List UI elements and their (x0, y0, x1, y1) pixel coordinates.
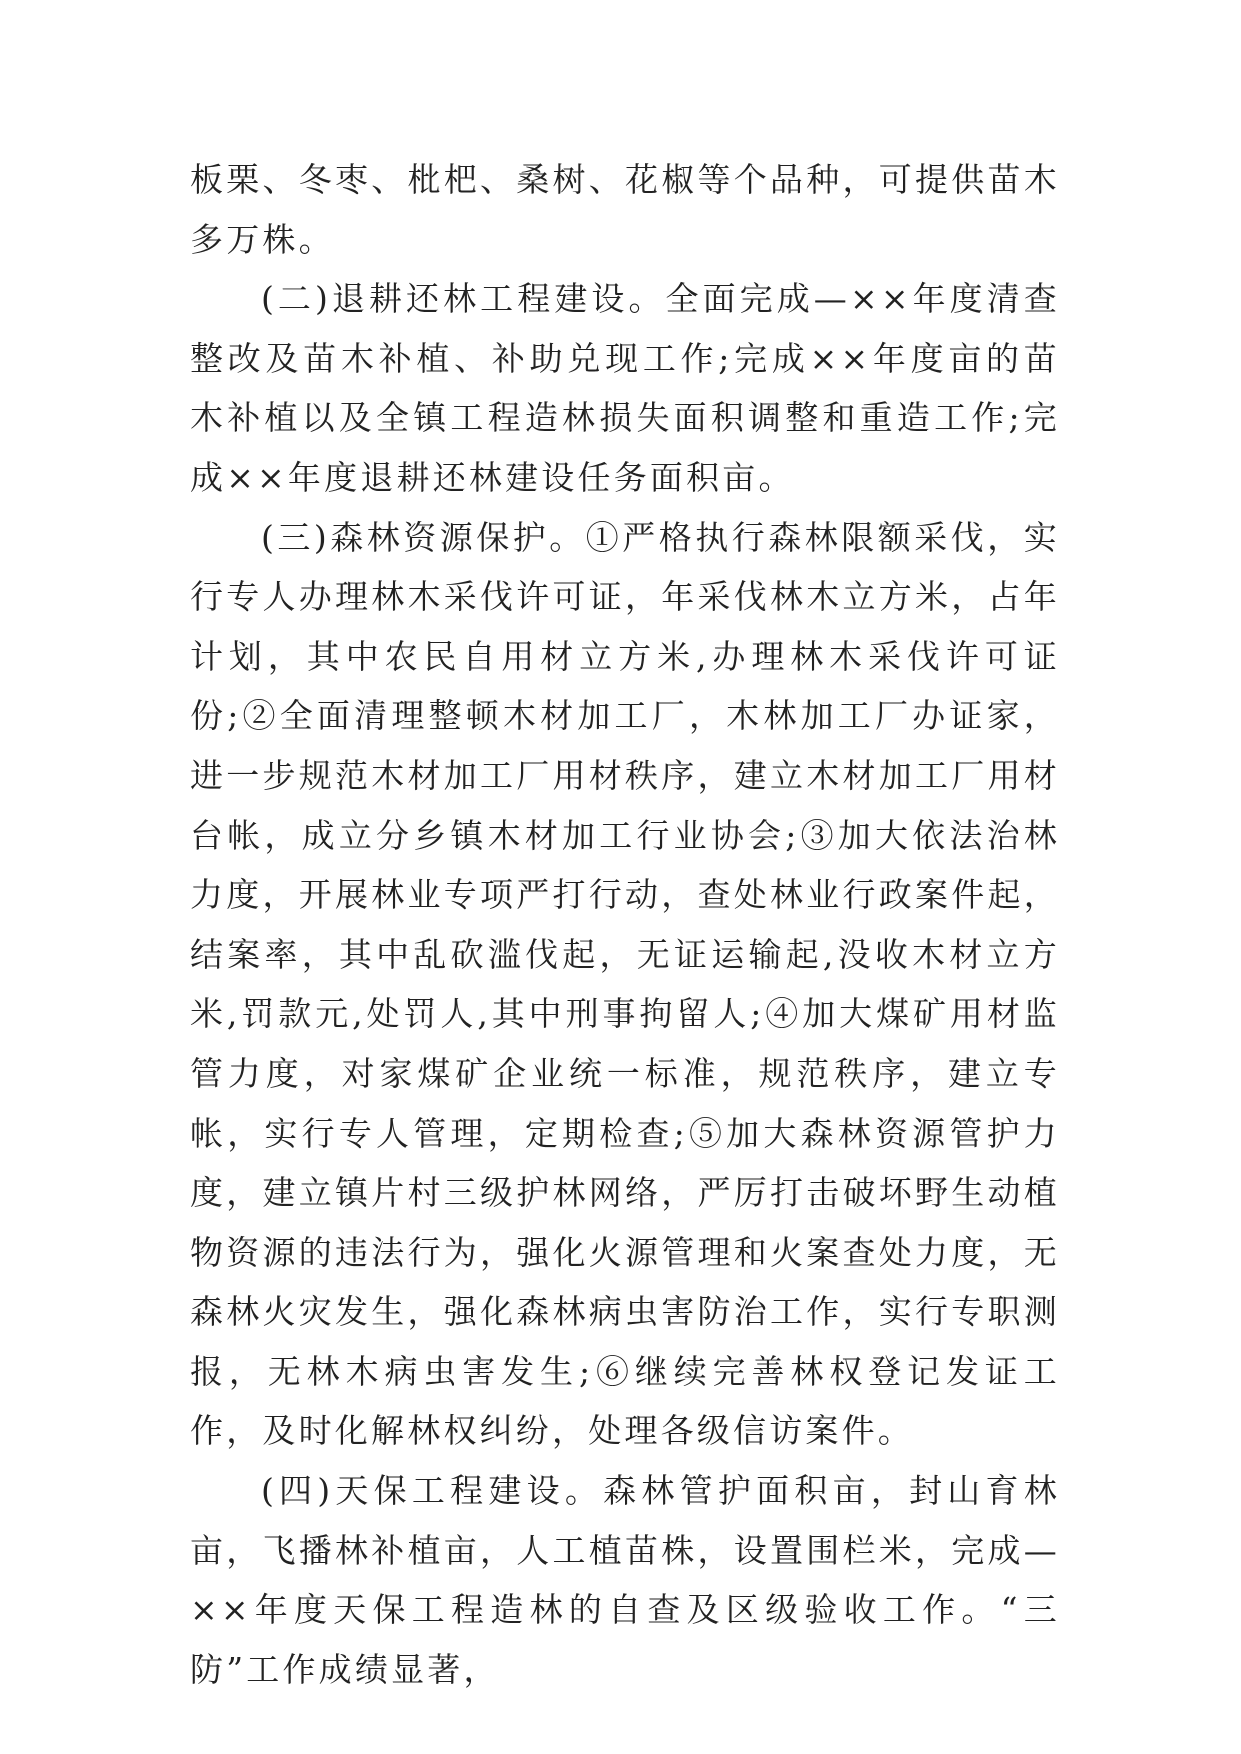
document-body (190, 150, 1060, 1699)
paragraph-forest-resource-protection: (三)森林资源保护。①严格执行森林限额采伐，实行专人办理林木采伐许可证，年采伐林木立方米，占年计划，其中农民自用材立方米,办理林木采伐许可证份;②全面清理整顿木材加工厂，木林加工厂办证家，进一步规范木材加工厂用材秩序，建立木材加工厂用材台帐，成立分乡镇木材加工行业协会;③加大依法治林力度，开展林业专项严打行动，查处林业行政案件起，结案率，其中乱砍滥伐起，无证运输起,没收木材立方米,罚款元,处罚人,其中刑事拘留人;④加大煤矿用材监管力度，对家煤矿企业统一标准，规范秩序，建立专帐，实行专人管理，定期检查;⑤加大森林资源管护力度，建立镇片村三级护林网络，严厉打击破坏野生动植物资源的违法行为，强化火源管理和火案查处力度，无森林火灾发生，强化森林病虫害防治工作，实行专职测报，无林木病虫害发生;⑥继续完善林权登记发证工作，及时化解林权纠纷，处理各级信访案件。 (190, 517, 1060, 1451)
paragraph-seedling-varieties: 板栗、冬枣、枇杷、桑树、花椒等个品种，可提供苗木多万株。 (190, 160, 1060, 259)
paragraph-natural-forest-protection: (四)天保工程建设。森林管护面积亩，封山育林亩，飞播林补植亩，人工植苗株，设置围栏米，完成—××年度天保工程造林的自查及区级验收工作。“三防”工作成绩显著， (190, 1471, 1060, 1689)
paragraph-returning-farmland-to-forest: (二)退耕还林工程建设。全面完成—××年度清查整改及苗木补植、补助兑现工作;完成××年度亩的苗木补植以及全镇工程造林损失面积调整和重造工作;完成××年度退耕还林建设任务面积亩。 (190, 279, 1060, 497)
